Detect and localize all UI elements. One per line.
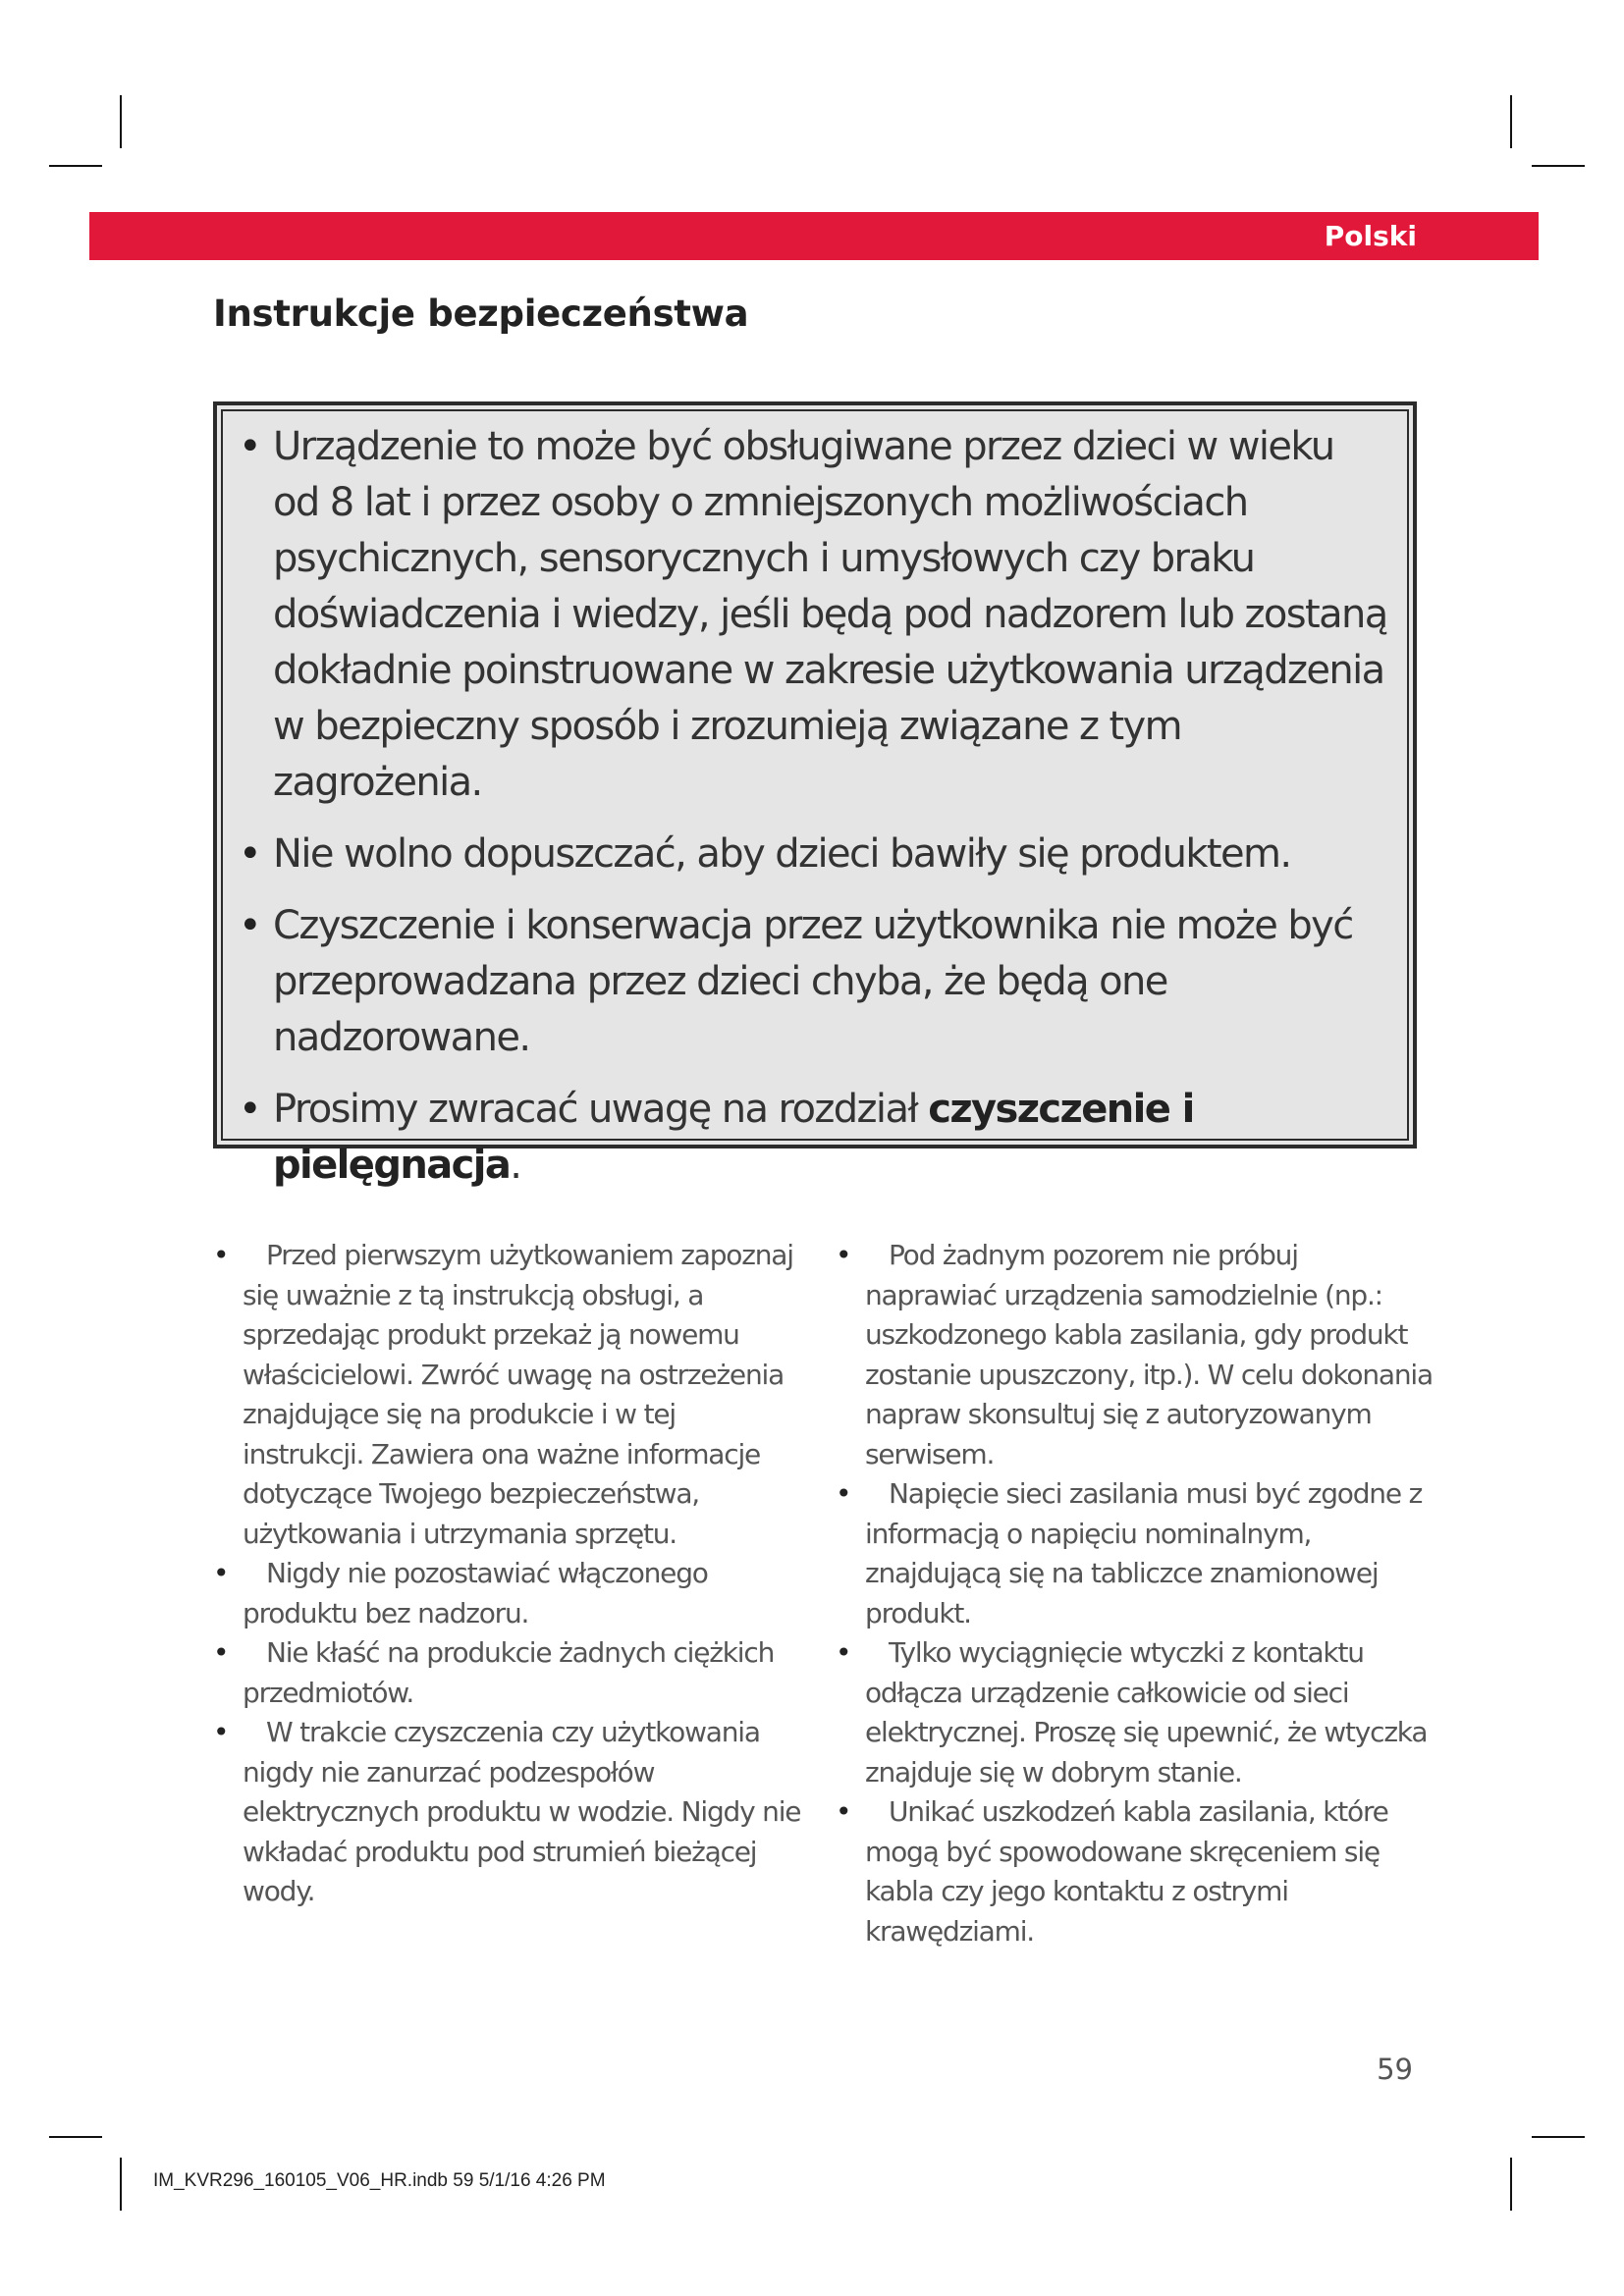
page-title: Instrukcje bezpieczeństwa — [213, 293, 749, 335]
crop-mark-top-left-horizontal — [49, 165, 102, 167]
instruction-text: Nie kłaść na produkcie żadnych ciężkich przedmiotów. — [243, 1636, 775, 1709]
right-column — [836, 1236, 1435, 1951]
bullet-icon: • — [239, 1087, 260, 1132]
bullet-icon: • — [836, 1636, 851, 1669]
crop-mark-bottom-left-vertical — [120, 2158, 122, 2211]
crop-mark-top-right-vertical — [1510, 95, 1512, 148]
print-slug-timestamp: 5/1/16 4:26 PM — [478, 2170, 606, 2191]
instruction-text: Tylko wyciągnięcie wtyczki z kontaktu odłącza urządzenie całkowicie od sieci elektrycznej. Proszę się upewnić, że wtyczka znajduje się w dobrym stanie. — [865, 1636, 1428, 1789]
warning-item-text: Urządzenie to może być obsługiwane przez dzieci w wieku od 8 lat i przez osoby o zmniejszonych możliwościach psychicznych, sensorycznych i umysłowych czy braku doświadczenia i wiedzy, jeśli będą pod nadzorem lub zostaną dokładnie poinstruowane w zakresie użytkowania urządzenia w bezpieczny sposób i zrozumieją związane z tym zagrożenia. — [273, 424, 1387, 805]
bullet-icon: • — [213, 1239, 229, 1271]
bullet-icon: • — [213, 1636, 229, 1669]
crop-mark-bottom-right-vertical — [1510, 2158, 1512, 2211]
instruction-item — [213, 1236, 802, 1554]
warning-item-text: Czyszczenie i konserwacja przez użytkownika nie może być przeprowadzana przez dzieci chyba, że będą one nadzorowane. — [273, 903, 1353, 1060]
crop-mark-top-left-vertical — [120, 95, 122, 148]
print-slug-file: IM_KVR296_160105_V06_HR.indb 59 — [153, 2170, 474, 2191]
left-column — [213, 1236, 802, 1912]
warning-item — [239, 419, 1389, 811]
crop-mark-bottom-left-horizontal — [49, 2136, 102, 2138]
bullet-icon: • — [836, 1795, 851, 1828]
instruction-text: Unikać uszkodzeń kabla zasilania, które mogą być spowodowane skręceniem się kabla czy jego kontaktu z ostrymi krawędziami. — [865, 1795, 1388, 1948]
bullet-icon: • — [213, 1716, 229, 1748]
bullet-icon: • — [836, 1477, 851, 1510]
instruction-text: Nigdy nie pozostawiać włączonego produktu bez nadzoru. — [243, 1557, 708, 1629]
warning-item-suffix: . — [510, 1143, 521, 1188]
warning-item-prefix: Prosimy zwracać uwagę na rozdział — [273, 1087, 929, 1132]
instruction-text: Napięcie sieci zasilania musi być zgodne z informacją o napięciu nominalnym, znajdującą się na tabliczce znamionowej produkt. — [865, 1477, 1423, 1629]
right-instruction-list — [836, 1236, 1435, 1951]
instruction-item — [213, 1713, 802, 1912]
warning-item — [239, 1082, 1389, 1194]
warning-item — [239, 827, 1389, 882]
instruction-item — [836, 1633, 1435, 1792]
page-number: 59 — [1377, 2053, 1413, 2086]
crop-mark-bottom-right-horizontal — [1532, 2136, 1585, 2138]
bullet-icon: • — [836, 1239, 851, 1271]
bullet-icon: • — [239, 424, 260, 469]
instruction-item — [836, 1236, 1435, 1474]
crop-mark-top-right-horizontal — [1532, 165, 1585, 167]
language-label: Polski — [1324, 220, 1417, 252]
bullet-icon: • — [239, 831, 260, 877]
instruction-item — [836, 1792, 1435, 1951]
instruction-text: Pod żadnym pozorem nie próbuj naprawiać urządzenia samodzielnie (np.: uszkodzonego kabla zasilania, gdy produkt zostanie upuszczony, itp.). W celu dokonania napraw skonsultuj się z autoryzowanym serwisem. — [865, 1239, 1433, 1470]
bullet-icon: • — [239, 903, 260, 948]
warning-item-text: Nie wolno dopuszczać, aby dzieci bawiły się produktem. — [273, 831, 1291, 877]
warning-list — [239, 419, 1389, 1194]
instruction-item — [836, 1474, 1435, 1633]
safety-warning-box — [213, 401, 1417, 1188]
language-header-bar — [89, 212, 1539, 260]
instruction-text: Przed pierwszym użytkowaniem zapoznaj się uważnie z tą instrukcją obsługi, a sprzedając produkt przekaż ją nowemu właścicielowi. Zwróć uwagę na ostrzeżenia znajdujące się na produkcie i w tej instrukcji. Zawiera ona ważne informacje dotyczące Twojego bezpieczeństwa, użytkowania i utrzymania sprzętu. — [243, 1239, 793, 1550]
print-slug — [153, 2170, 606, 2192]
instruction-text: W trakcie czyszczenia czy użytkowania nigdy nie zanurzać podzespołów elektrycznych produktu w wodzie. Nigdy nie wkładać produktu pod strumień bieżącej wody. — [243, 1716, 801, 1907]
instruction-item — [213, 1554, 802, 1633]
warning-item — [239, 898, 1389, 1066]
bullet-icon: • — [213, 1557, 229, 1589]
left-instruction-list — [213, 1236, 802, 1912]
instruction-item — [213, 1633, 802, 1713]
cleaning-care-chapter-reference: czyszczenie i pielęgnacja — [273, 1087, 1194, 1188]
